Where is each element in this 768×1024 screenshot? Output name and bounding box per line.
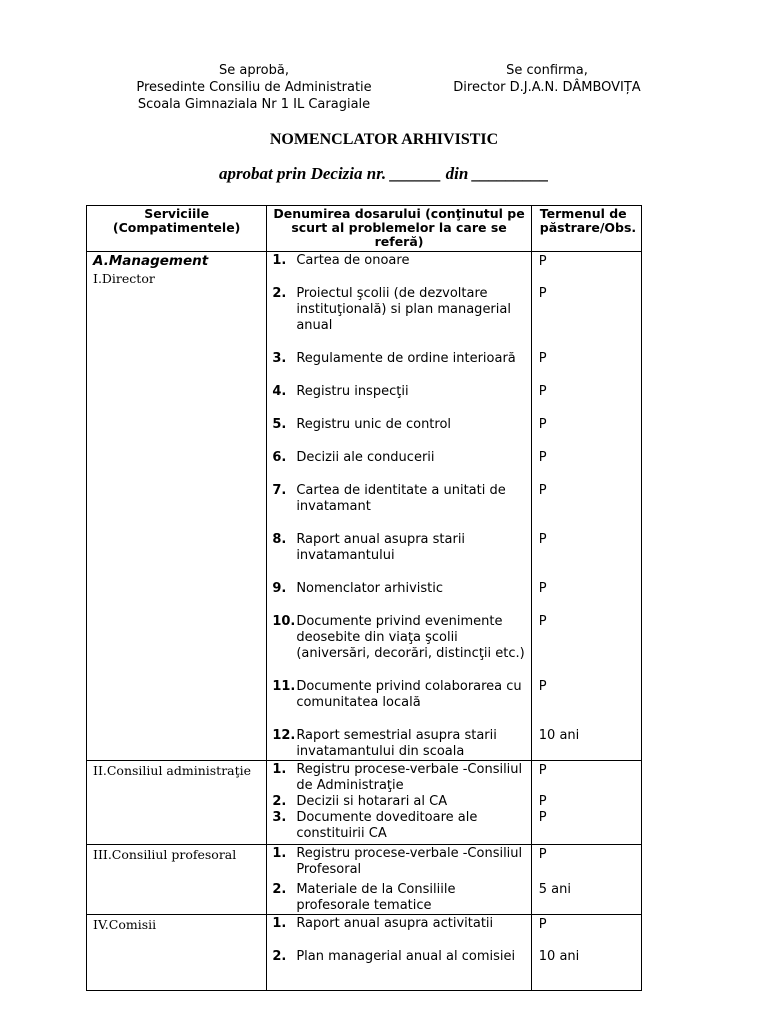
retention-term: P — [538, 762, 547, 778]
item-number: 1. — [272, 916, 287, 931]
file-name-cell — [267, 252, 531, 761]
item-number: 3. — [272, 351, 287, 366]
item-text: Documente doveditoare ale constituirii CA — [296, 810, 478, 841]
retention-term: P — [538, 532, 547, 547]
item-number: 1. — [272, 762, 287, 777]
document-title: NOMENCLATOR ARHIVISTIC — [269, 131, 499, 148]
item-number: 11. — [272, 679, 296, 694]
approval-right-line: Se confirma, — [506, 63, 588, 78]
item-number: 8. — [272, 532, 287, 547]
retention-term: 10 ani — [538, 949, 580, 964]
retention-term: P — [538, 286, 547, 301]
service-name: III.Consiliul profesoral — [93, 847, 237, 862]
item-text: Documente privind evenimente deosebite din viaţa şcolii (aniversări, decorări, distincţii etc.) — [296, 614, 525, 661]
list-item — [267, 581, 530, 597]
list-item — [267, 351, 530, 367]
approval-left — [124, 62, 384, 113]
list-item — [267, 614, 530, 662]
retention-term: P — [538, 417, 547, 432]
header-retention: Termenul de păstrare/Obs. — [531, 206, 641, 252]
list-item — [267, 728, 530, 760]
file-name-cell — [267, 761, 531, 845]
item-text: Plan managerial anual al comisiei — [296, 949, 516, 964]
retention-term: P — [538, 679, 547, 694]
list-item — [267, 762, 530, 794]
section-heading: A.Management — [93, 253, 209, 269]
retention-term: P — [538, 916, 547, 932]
item-number: 7. — [272, 483, 287, 498]
list-item — [267, 483, 530, 515]
list-item — [267, 916, 530, 932]
list-item — [267, 679, 530, 711]
list-item — [267, 810, 530, 842]
service-cell — [87, 915, 267, 991]
nomenclator-table — [86, 205, 642, 991]
list-item — [267, 450, 530, 466]
list-item — [267, 882, 530, 914]
table-body — [87, 252, 642, 991]
retention-term: P — [538, 253, 547, 269]
approval-right — [432, 62, 662, 96]
service-cell — [87, 845, 267, 915]
list-item — [267, 417, 530, 433]
item-number: 12. — [272, 728, 296, 743]
item-number: 1. — [272, 846, 287, 861]
item-text: Cartea de identitate a unitati de invatamant — [296, 483, 506, 514]
list-item — [267, 794, 530, 810]
list-item — [267, 846, 530, 878]
item-number: 10. — [272, 614, 296, 629]
service-name: IV.Comisii — [93, 917, 157, 932]
approval-left-line: Scoala Gimnaziala Nr 1 IL Caragiale — [137, 97, 371, 112]
list-item — [267, 949, 530, 965]
service-name: II.Consiliul administraţie — [93, 763, 252, 778]
item-text: Raport semestrial asupra starii invatamantului din scoala — [296, 728, 497, 759]
item-text: Proiectul şcolii (de dezvoltare instituţională) si plan managerial anual — [296, 286, 511, 333]
item-number: 6. — [272, 450, 287, 465]
list-item — [267, 384, 530, 400]
item-text: Decizii ale conducerii — [296, 450, 435, 465]
service-name: I.Director — [93, 271, 155, 286]
retention-cell — [531, 252, 641, 761]
item-text: Registru procese-verbale -Consiliul de Administraţie — [296, 762, 523, 793]
item-text: Materiale de la Consiliile profesorale tematice — [296, 882, 456, 913]
table-row — [87, 761, 642, 845]
table-row — [87, 915, 642, 991]
retention-term: P — [538, 794, 547, 809]
item-text: Documente privind colaborarea cu comunitatea locală — [296, 679, 522, 710]
item-number: 4. — [272, 384, 287, 399]
service-cell — [87, 252, 267, 761]
list-item — [267, 286, 530, 334]
item-number: 2. — [272, 286, 287, 301]
item-number: 2. — [272, 949, 287, 964]
approval-left-line: Presedinte Consiliu de Administratie — [136, 80, 372, 95]
item-text: Regulamente de ordine interioară — [296, 351, 516, 366]
list-item — [267, 532, 530, 564]
retention-cell — [531, 761, 641, 845]
retention-term: P — [538, 450, 547, 465]
item-text: Cartea de onoare — [296, 253, 410, 268]
item-text: Raport anual asupra starii invatamantului — [296, 532, 466, 563]
item-text: Registru procese-verbale -Consiliul Profesoral — [296, 846, 523, 877]
table-row — [87, 845, 642, 915]
retention-term: P — [538, 846, 547, 862]
list-item — [267, 253, 530, 269]
item-number: 3. — [272, 810, 287, 825]
item-number: 9. — [272, 581, 287, 596]
item-number: 2. — [272, 794, 287, 809]
service-cell — [87, 761, 267, 845]
item-text: Raport anual asupra activitatii — [296, 916, 494, 931]
item-number: 1. — [272, 253, 287, 268]
document-subtitle: aprobat prin Decizia nr. ______ din _________ — [218, 164, 550, 183]
file-name-cell — [267, 845, 531, 915]
item-text: Registru inspecţii — [296, 384, 409, 399]
retention-cell — [531, 845, 641, 915]
item-text: Decizii si hotarari al CA — [296, 794, 448, 809]
retention-term: P — [538, 384, 547, 399]
item-text: Nomenclator arhivistic — [296, 581, 444, 596]
approval-block — [0, 62, 768, 122]
retention-term: 5 ani — [538, 882, 572, 897]
retention-term: P — [538, 810, 547, 825]
item-number: 2. — [272, 882, 287, 897]
retention-term: 10 ani — [538, 728, 580, 743]
item-text: Registru unic de control — [296, 417, 452, 432]
header-services: Serviciile (Compatimentele) — [87, 206, 267, 252]
file-name-cell — [267, 915, 531, 991]
retention-term: P — [538, 351, 547, 366]
retention-term: P — [538, 581, 547, 596]
approval-left-line: Se aprobă, — [219, 63, 289, 78]
approval-right-line: Director D.J.A.N. DÂMBOVIȚA — [453, 80, 641, 95]
table-header-row — [87, 206, 642, 252]
table-row — [87, 252, 642, 761]
retention-term: P — [538, 483, 547, 498]
header-file-name: Denumirea dosarului (conţinutul pe scurt al problemelor la care se referă) — [267, 206, 531, 252]
retention-term: P — [538, 614, 547, 629]
item-number: 5. — [272, 417, 287, 432]
retention-cell — [531, 915, 641, 991]
